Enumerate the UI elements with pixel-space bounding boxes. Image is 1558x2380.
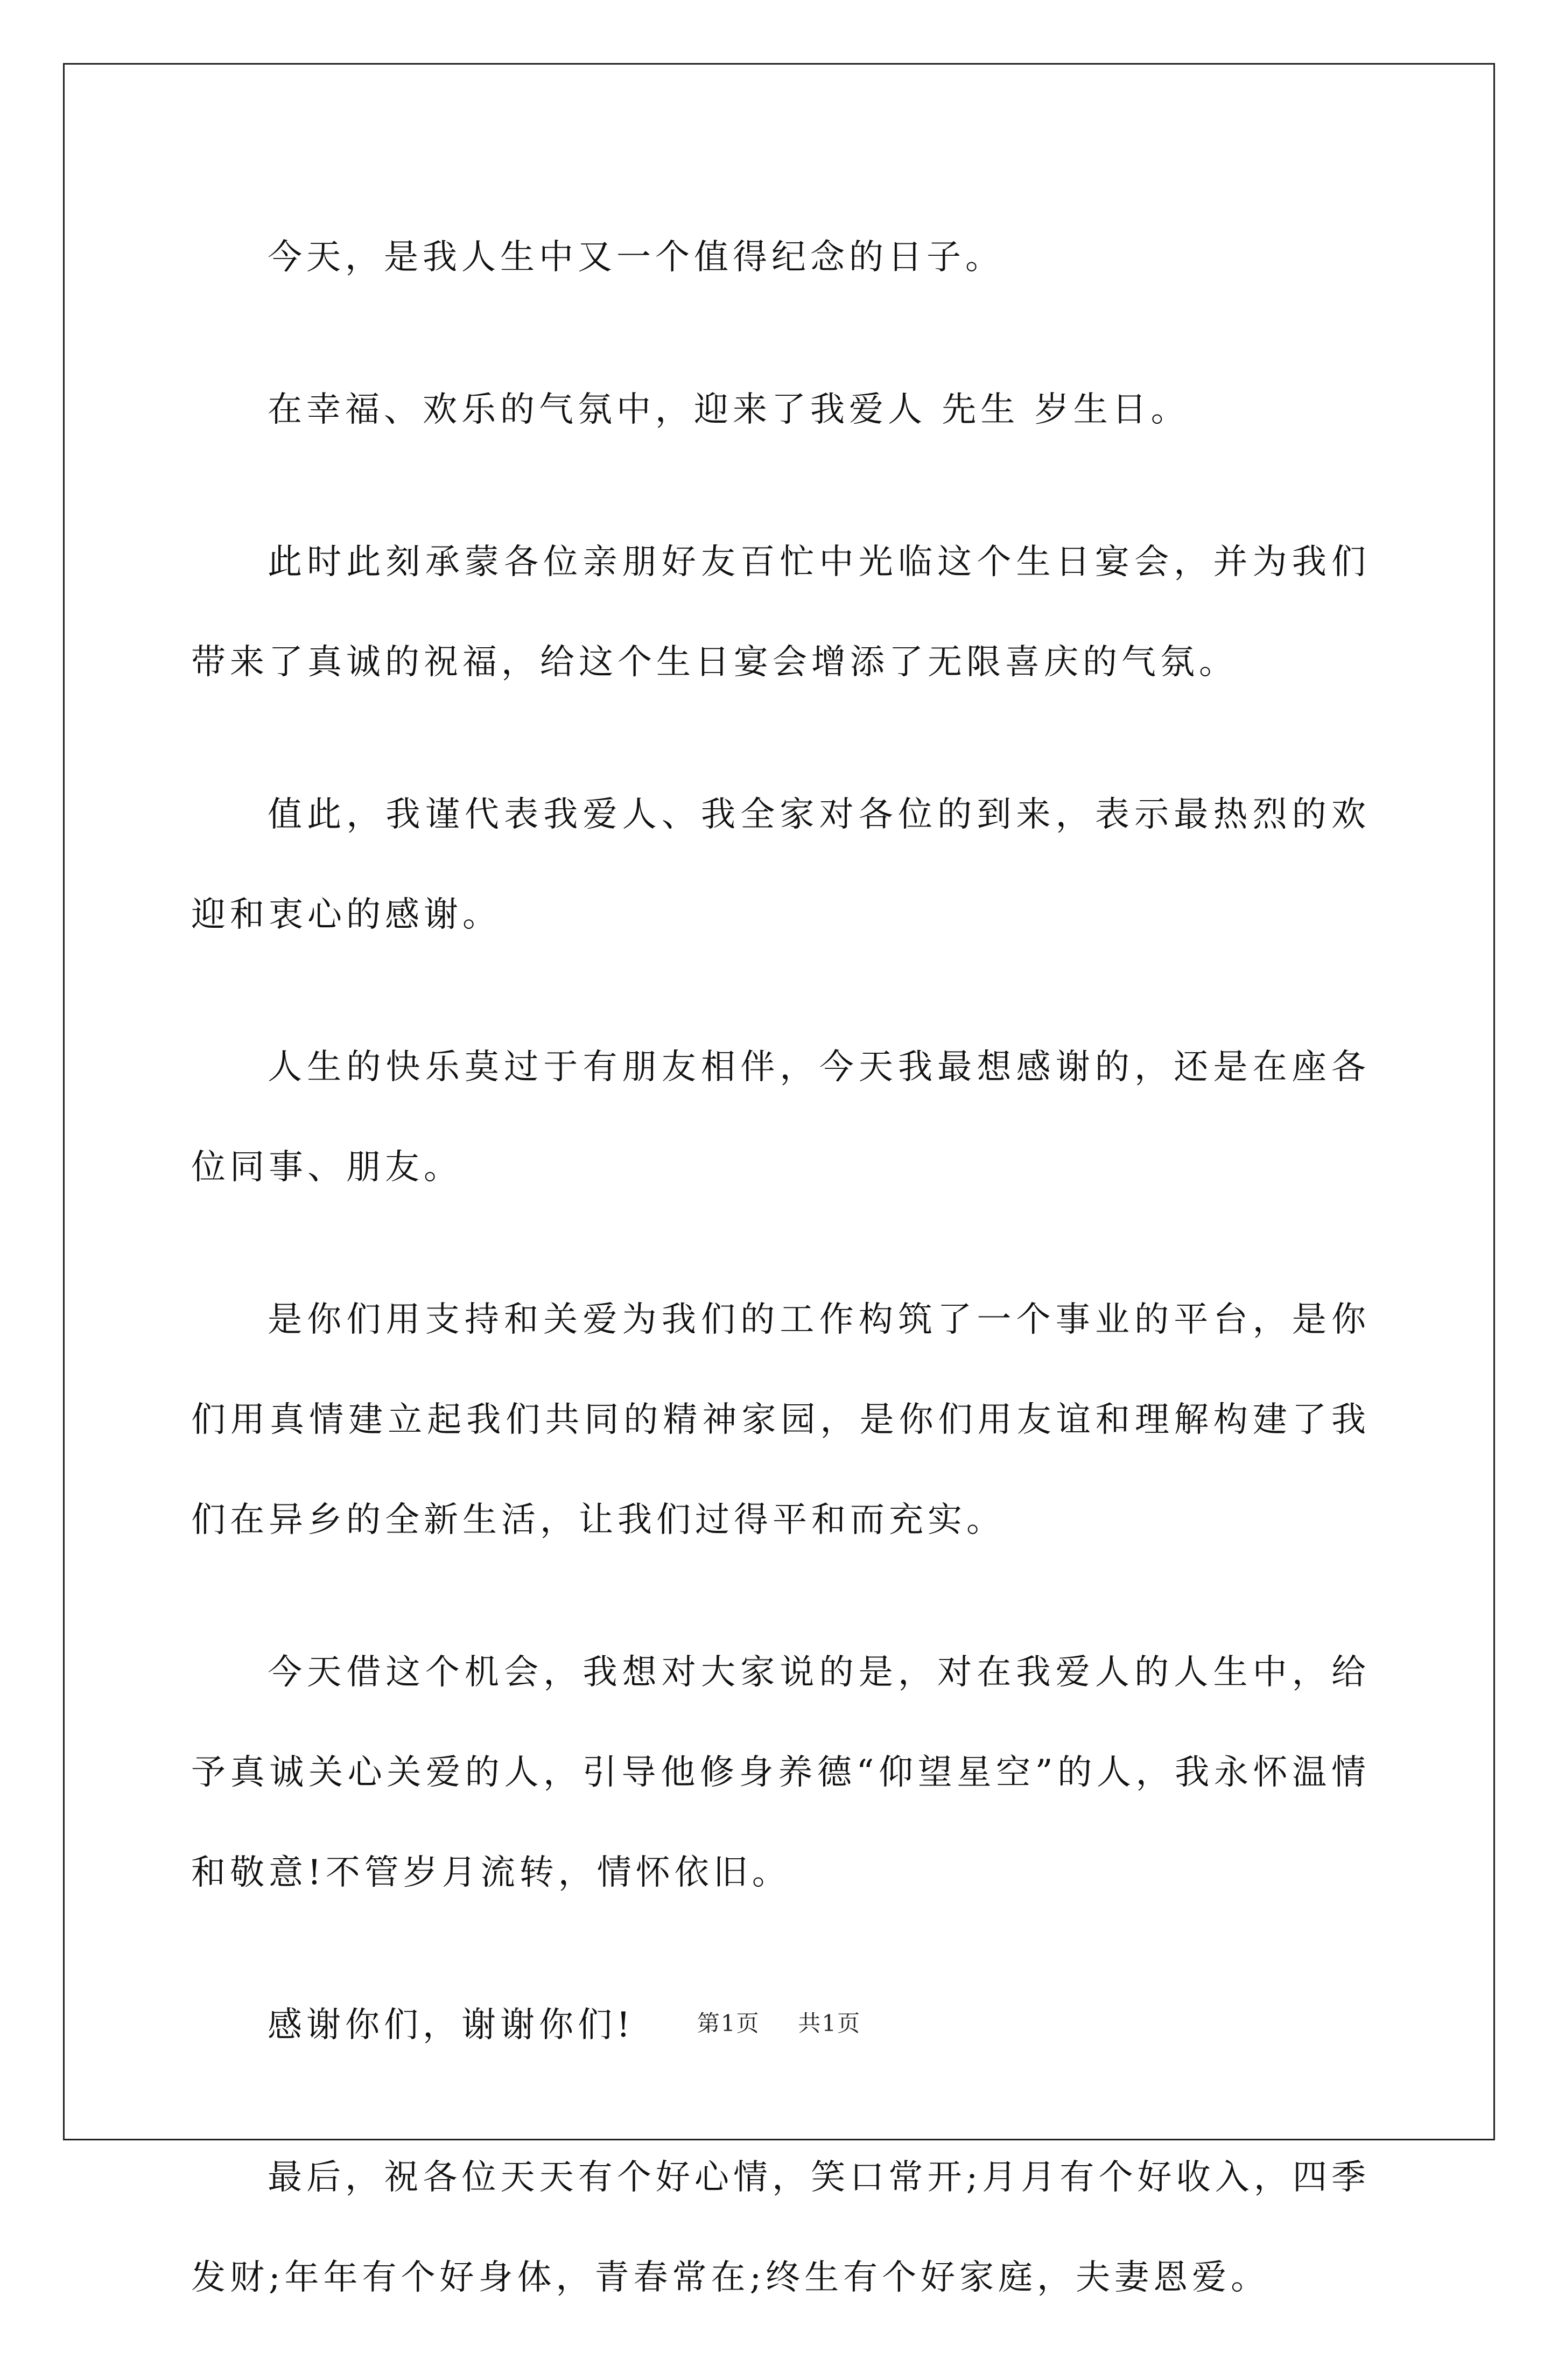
paragraph-6: 是你们用支持和关爱为我们的工作构筑了一个事业的平台，是你们用真情建立起我们共同的精神家园，是你们用友谊和理解构建了我们在异乡的全新生活，让我们过得平和而充实。 bbox=[191, 1300, 1370, 1540]
page-total: 共1页 bbox=[798, 2010, 861, 2036]
paragraph-2: 在幸福、欢乐的气氛中，迎来了我爱人 先生 岁生日。 bbox=[268, 390, 1190, 430]
paragraph-9: 最后，祝各位天天有个好心情，笑口常开;月月有个好收入，四季发财;年年有个好身体，青春常在;终生有个好家庭，夫妻恩爱。 bbox=[191, 2158, 1370, 2298]
paragraph-4: 值此，我谨代表我爱人、我全家对各位的到来，表示最热烈的欢迎和衷心的感谢。 bbox=[191, 795, 1370, 935]
paragraph-3: 此时此刻承蒙各位亲朋好友百忙中光临这个生日宴会，并为我们带来了真诚的祝福，给这个生日宴会增添了无限喜庆的气氛。 bbox=[191, 542, 1370, 682]
paragraph-7: 今天借这个机会，我想对大家说的是，对在我爱人的人生中，给予真诚关心关爱的人，引导他修身养德“仰望星空”的人，我永怀温情和敬意!不管岁月流转，情怀依旧。 bbox=[191, 1653, 1370, 1893]
paragraph-1: 今天，是我人生中又一个值得纪念的日子。 bbox=[268, 237, 1004, 277]
page-footer bbox=[0, 2006, 1558, 2038]
page-number: 第1页 bbox=[697, 2010, 760, 2036]
document-body bbox=[191, 207, 1370, 2380]
paragraph-8: 感谢你们，谢谢你们! bbox=[268, 2005, 635, 2045]
paragraph-5: 人生的快乐莫过于有朋友相伴，今天我最想感谢的，还是在座各位同事、朋友。 bbox=[191, 1047, 1370, 1187]
